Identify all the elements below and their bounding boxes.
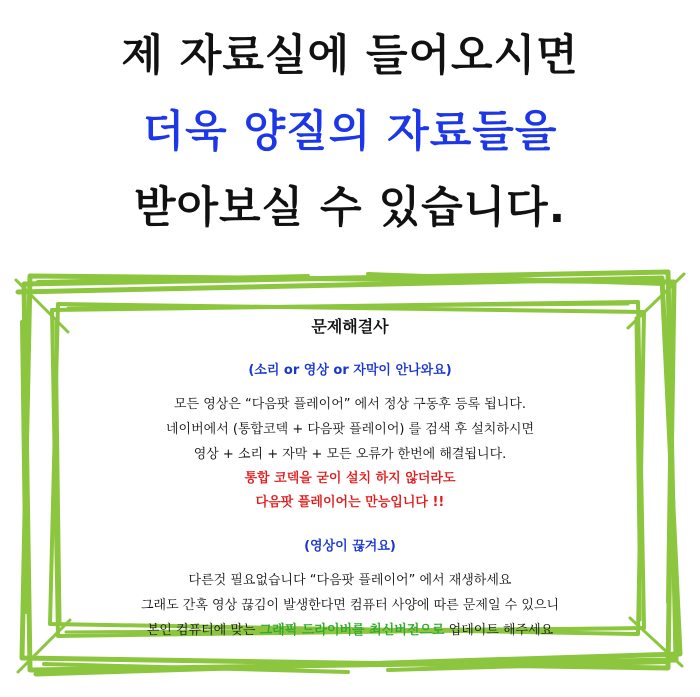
- section1-warning-2: 다음팟 플레이어는 만능입니다 !!: [255, 495, 445, 510]
- headline-line-1: 제 자료실에 들어오시면: [121, 31, 579, 81]
- section2-line-3: [68, 618, 632, 643]
- section2-line-1: 다른것 필요없습니다 “다음팟 플레이어” 에서 재생하세요: [188, 573, 512, 588]
- section1-line-1: 모든 영상은 “다음팟 플레이어” 에서 정상 구동후 등록 됩니다.: [173, 397, 527, 412]
- section2-line-2: 그래도 간혹 영상 끊김이 발생한다면 컴퓨터 사양에 따른 문제일 수 있으니: [140, 598, 560, 613]
- section2-line-3-post: 업데이트 해주세요: [444, 623, 554, 638]
- section1-warning-1: 통합 코덱을 굳이 설치 하지 않더라도: [244, 471, 456, 486]
- note-frame: [8, 262, 692, 682]
- section1-heading: (소리 or 영상 or 자막이 안나와요): [248, 363, 452, 378]
- section1-line-3: 영상 + 소리 + 자막 + 모든 오류가 한번에 해결됩니다.: [193, 447, 507, 462]
- section2-line-3-emphasis: 그래픽 드라이버를 최신버전으로: [259, 623, 445, 638]
- section2-heading: (영상이 끊겨요): [304, 539, 396, 554]
- headline-line-3: 받아보실 수 있습니다.: [133, 183, 567, 233]
- section-divider: [68, 515, 632, 535]
- section2-line-3-pre: 본인 컴퓨터에 맞는: [146, 623, 260, 638]
- section1-line-2: 네이버에서 (통합코덱 + 다음팟 플레이어) 를 검색 후 설치하시면: [165, 422, 535, 437]
- headline-line-2: 더욱 양질의 자료들을: [142, 107, 558, 157]
- headline-block: [0, 0, 700, 246]
- note-content: [68, 314, 632, 644]
- note-title: 문제해결사: [311, 317, 389, 336]
